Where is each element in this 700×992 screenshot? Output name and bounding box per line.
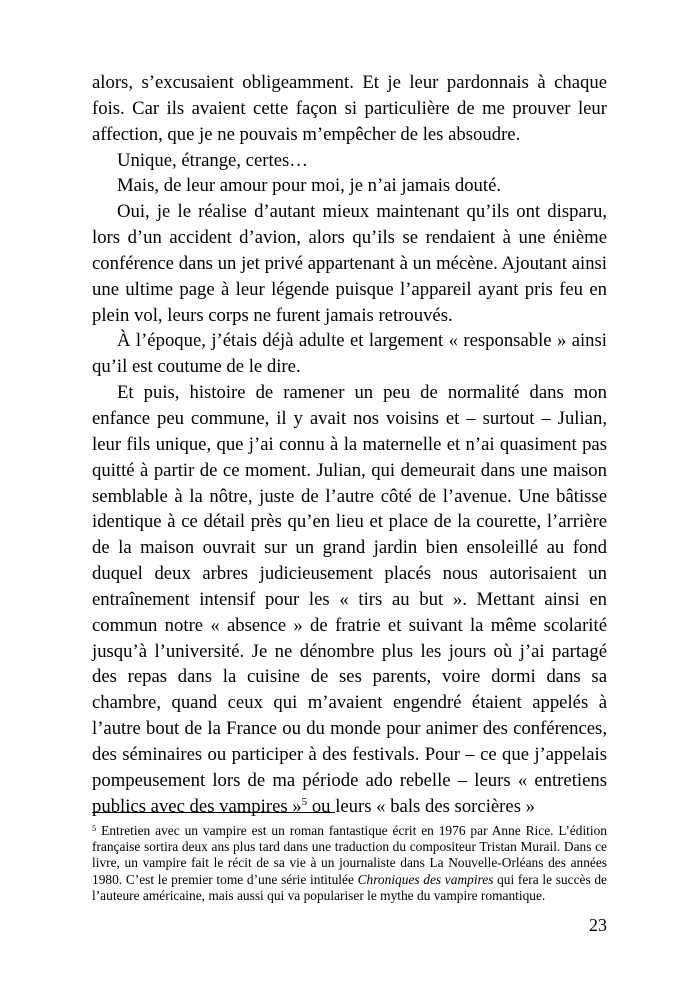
paragraph-text: Et puis, histoire de ramener un peu de normalité dans mon enfance peu commune, il y avait nos voisins et – surtout – Julian, leur fils unique, que j’ai connu à la maternelle et n’ai quasiment pas quitté à partir de ce moment. Julian, qui demeurait dans une maison semblable à la nôtre, juste de l’autre côté de l’avenue. Une bâtisse identique à ce détail près qu’en lieu et place de la courette, l’arrière de la maison ouvrait sur un grand jardin bien ensoleillé au fond duquel deux arbres judicieusement placés nous autorisaient un entraînement intensif pour les « tirs au but ». Mettant ainsi en commun notre « absence » de fratrie et suivant la même scolarité jusqu’à l’université. Je ne dénombre plus les jours où j’ai partagé des repas dans la cuisine de ses parents, voire dormi dans sa chambre, quand ceux qui m’avaient engendré étaient appelés à l’autre bout de la France ou du monde pour animer des conférences, des séminaires ou participer à des festivals. Pour – ce que j’appelais pompeusement lors de ma période ado rebelle – leurs « entretiens publics avec des vampires »: [92, 382, 607, 817]
footnote-separator: [92, 812, 335, 813]
footnote-marker: 5: [92, 823, 97, 833]
page-body: [92, 70, 607, 819]
paragraph-with-footnote: [92, 380, 607, 819]
footnote-text: Entretien avec un vampire est un roman fantastique écrit en 1976 par Anne Rice. L’édition française sortira deux ans plus tard dans une traduction du compositeur Tristan Murail. Dans ce livre, un vampire fait le récit de sa vie à un journaliste dans La Nouvelle-Orléans des années 1980. C’est le premier tome d’une série intitulée: [92, 823, 607, 887]
footnote-text-end: qui fera le succès de l’auteure américaine, mais aussi qui va populariser le mythe du vampire romantique.: [92, 871, 607, 903]
body-text: [92, 70, 607, 819]
footnote: [92, 823, 607, 904]
page-number: 23: [589, 915, 607, 935]
paragraph: Oui, je le réalise d’autant mieux maintenant qu’ils ont disparu, lors d’un accident d’avion, alors qu’ils se rendaient à une énième conférence dans un jet privé appartenant à un mécène. Ajoutant ainsi une ultime page à leur légende puisque l’appareil ayant pris feu en plein vol, leurs corps ne furent jamais retrouvés.: [92, 201, 607, 326]
paragraph: À l’époque, j’étais déjà adulte et largement « responsable » ainsi qu’il est coutume de le dire.: [92, 330, 607, 378]
paragraph: alors, s’excusaient obligeamment. Et je leur pardonnais à chaque fois. Car ils avaient cette façon si particulière de me prouver leur affection, que je ne pouvais m’empêcher de les absoudre.: [92, 72, 607, 145]
paragraph: Unique, étrange, certes…: [117, 149, 308, 171]
paragraph-text-continued: ou leurs « bals des sorcières »: [307, 795, 535, 817]
paragraph: Mais, de leur amour pour moi, je n’ai jamais douté.: [117, 175, 502, 197]
footnote-reference[interactable]: 5: [301, 795, 308, 808]
footnote-italic-title: Chroniques des vampires: [357, 871, 494, 887]
